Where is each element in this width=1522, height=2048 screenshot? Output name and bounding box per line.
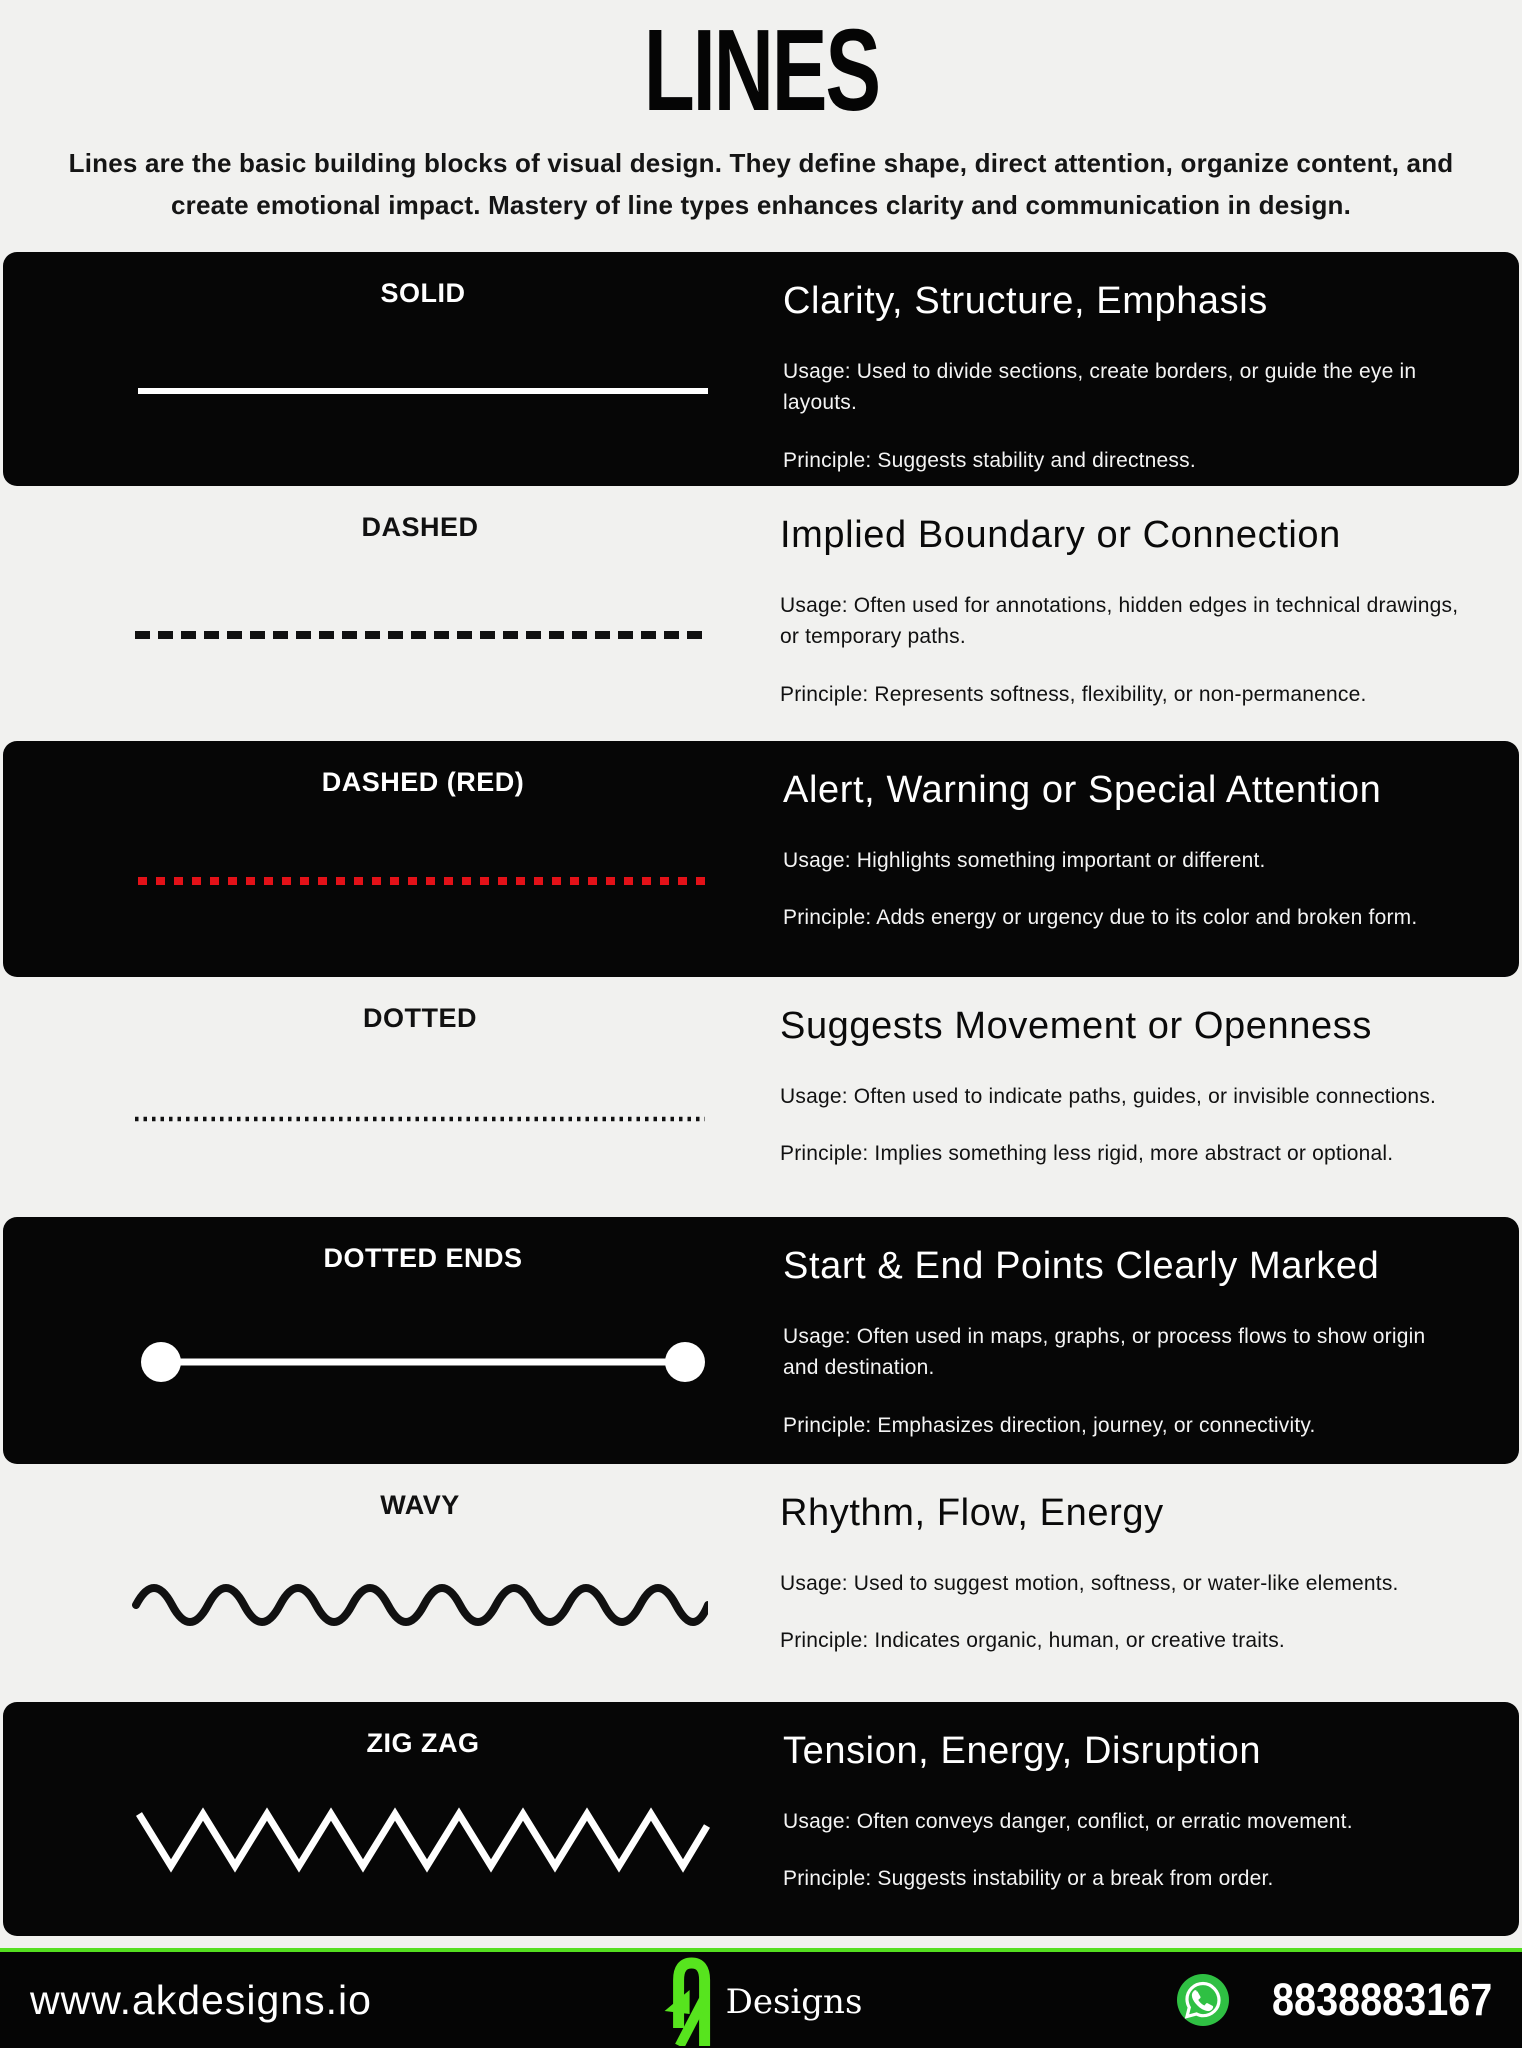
line-sample-column — [93, 1217, 753, 1464]
row-principle: Principle: Emphasizes direction, journey, or connectivity. — [783, 1414, 1316, 1438]
section-dashed-red — [3, 741, 1519, 977]
line-type-label: DASHED — [361, 512, 479, 542]
row-principle: Principle: Indicates organic, human, or creative traits. — [780, 1629, 1285, 1653]
contact-group — [1176, 1973, 1492, 2027]
header — [0, 0, 1522, 252]
dotted-line-sample — [132, 1095, 708, 1143]
description-column — [750, 486, 1522, 741]
description-column — [753, 1702, 1519, 1936]
row-usage: Usage: Often conveys danger, conflict, or erratic movement. — [783, 1809, 1353, 1833]
section-solid — [3, 252, 1519, 486]
website-url: www.akdesigns.io — [30, 1976, 372, 2023]
row-usage: Usage: Used to suggest motion, softness, or water-like elements. — [780, 1571, 1399, 1595]
line-sample-column — [90, 1464, 750, 1702]
zigzag-line-sample — [135, 1804, 711, 1878]
description-column — [753, 1217, 1519, 1464]
description-column — [753, 252, 1519, 486]
row-heading: Rhythm, Flow, Energy — [780, 1492, 1164, 1534]
row-heading: Suggests Movement or Openness — [780, 1005, 1372, 1047]
line-sample-column — [93, 1702, 753, 1936]
description-column — [753, 741, 1519, 977]
row-principle: Principle: Implies something less rigid, more abstract or optional. — [780, 1142, 1394, 1166]
description-column — [750, 977, 1522, 1217]
row-heading: Tension, Energy, Disruption — [783, 1730, 1262, 1772]
brand-logo-group — [660, 1952, 863, 2048]
dotted-ends-line-sample — [135, 1336, 711, 1388]
section-wavy — [0, 1464, 1522, 1702]
row-principle: Principle: Adds energy or urgency due to its color and broken form. — [783, 906, 1418, 930]
dashed-red-line-sample — [135, 857, 711, 905]
line-type-label: WAVY — [380, 1490, 460, 1520]
row-heading: Clarity, Structure, Emphasis — [783, 280, 1268, 322]
line-sample-column — [90, 486, 750, 741]
wavy-line-sample — [132, 1577, 708, 1633]
section-dashed — [0, 486, 1522, 741]
row-usage: Usage: Often used in maps, graphs, or process flows to show origin and destination. — [783, 1324, 1426, 1380]
whatsapp-icon — [1176, 1973, 1230, 2027]
section-zigzag — [3, 1702, 1519, 1936]
row-usage: Usage: Often used to indicate paths, guides, or invisible connections. — [780, 1084, 1437, 1108]
page-title: LINES — [643, 5, 879, 135]
line-type-label: DOTTED — [363, 1003, 477, 1033]
line-type-label: DOTTED ENDS — [323, 1243, 523, 1273]
description-column — [750, 1464, 1522, 1702]
dashed-line-sample — [132, 611, 708, 659]
row-principle: Principle: Suggests instability or a break from order. — [783, 1867, 1274, 1891]
line-sample-column — [93, 741, 753, 977]
line-type-label: ZIG ZAG — [366, 1728, 480, 1758]
row-heading: Implied Boundary or Connection — [780, 514, 1341, 556]
row-heading: Alert, Warning or Special Attention — [783, 769, 1382, 811]
row-usage: Usage: Highlights something important or different. — [783, 848, 1266, 872]
row-principle: Principle: Represents softness, flexibility, or non-permanence. — [780, 683, 1367, 707]
footer — [0, 1952, 1522, 2048]
row-usage: Usage: Used to divide sections, create borders, or guide the eye in layouts. — [783, 359, 1417, 415]
row-principle: Principle: Suggests stability and directness. — [783, 449, 1196, 473]
ak-monogram-icon — [660, 1954, 718, 2046]
footer-gap — [0, 1936, 1522, 1948]
line-sample-column — [93, 252, 753, 486]
row-usage: Usage: Often used for annotations, hidden edges in technical drawings, or temporary paths. — [780, 593, 1459, 649]
row-heading: Start & End Points Clearly Marked — [783, 1245, 1380, 1287]
phone-number: 8838883167 — [1271, 1974, 1492, 2025]
line-type-label: SOLID — [380, 278, 466, 308]
solid-line-sample — [135, 367, 711, 415]
section-dotted — [0, 977, 1522, 1217]
section-dotted-ends — [3, 1217, 1519, 1464]
line-sample-column — [90, 977, 750, 1217]
line-type-label: DASHED (RED) — [321, 767, 525, 797]
intro-text: Lines are the basic building blocks of visual design. They define shape, direct attention, organize content, and create emotional impact. Mastery of line types enhances clarity and communication in design. — [68, 148, 1454, 221]
brand-name: Designs — [725, 1982, 863, 2022]
